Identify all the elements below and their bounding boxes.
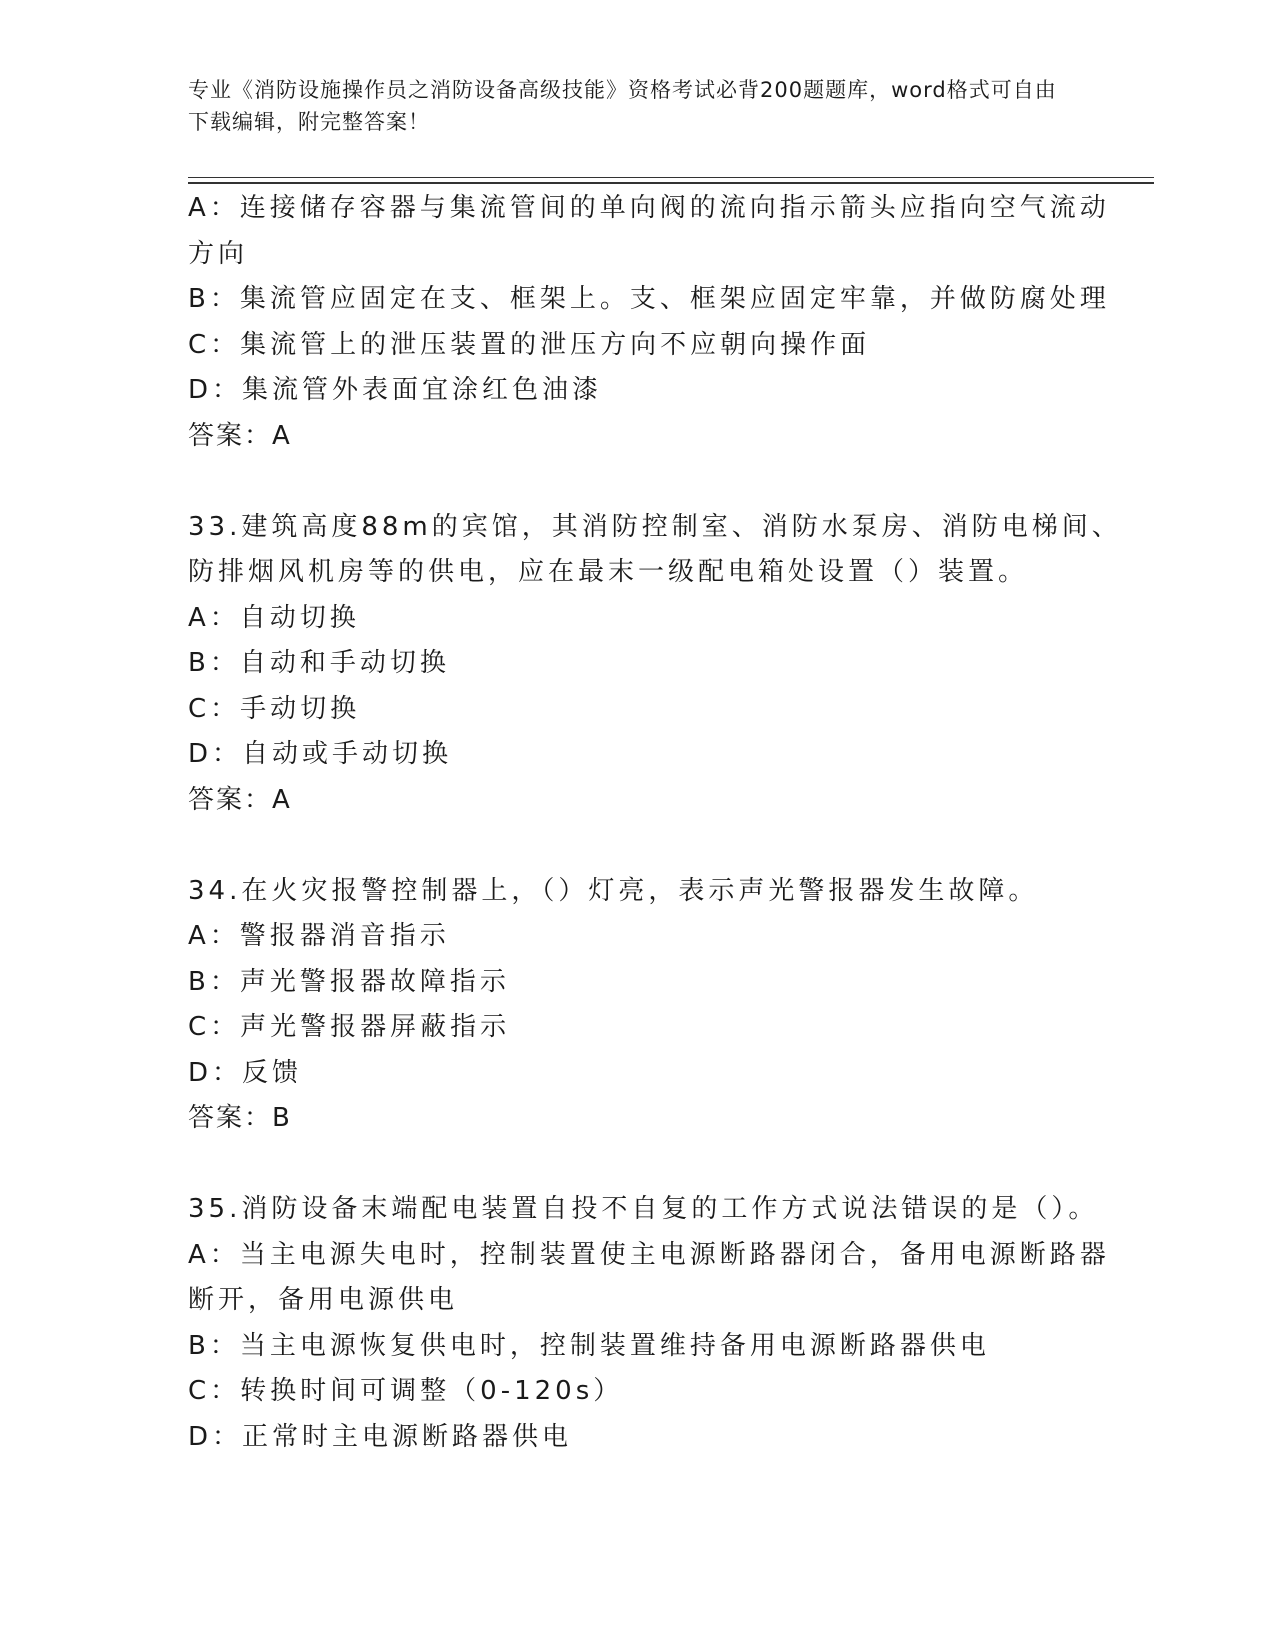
answer: 答案：A: [188, 420, 292, 451]
option-a: A：自动切换: [188, 602, 360, 633]
question-stem-line-2: 防排烟风机房等的供电，应在最末一级配电箱处设置（）装置。: [188, 557, 1029, 587]
question-35: [188, 1187, 1110, 1460]
spacer: [188, 823, 1088, 869]
option-b: B：自动和手动切换: [188, 648, 450, 678]
header-divider-thick: [188, 182, 1154, 184]
option-c: C：手动切换: [188, 693, 361, 724]
option-a-line-1: A：当主电源失电时，控制装置使主电源断路器闭合，备用电源断路器: [188, 1239, 1110, 1270]
option-a-line-2: 断开，备用电源供电: [188, 1285, 459, 1315]
question-stem-line-1: 33.建筑高度88m的宾馆，其消防控制室、消防水泵房、消防电梯间、: [188, 511, 1122, 542]
option-a-line-2: 方向: [188, 238, 249, 269]
option-c: C：集流管上的泄压装置的泄压方向不应朝向操作面: [188, 329, 871, 360]
spacer: [188, 1142, 1088, 1188]
option-d: D：正常时主电源断路器供电: [188, 1421, 573, 1452]
question-stem: 34.在火灾报警控制器上，（）灯亮，表示声光警报器发生故障。: [188, 875, 1039, 906]
answer: 答案：A: [188, 784, 292, 815]
option-c: C：转换时间可调整（0-120s）: [188, 1376, 624, 1406]
option-b: B：当主电源恢复供电时，控制装置维持备用电源断路器供电: [188, 1330, 990, 1361]
question-33: [188, 505, 1122, 824]
question-34: [188, 869, 1088, 1142]
option-a-line-1: A：连接储存容器与集流管间的单向阀的流向指示箭头应指向空气流动: [188, 193, 1110, 223]
option-d: D：集流管外表面宜涂红色油漆: [188, 375, 603, 405]
spacer: [188, 459, 1088, 505]
option-d: D：自动或手动切换: [188, 739, 453, 769]
question-stem: 35.消防设备末端配电装置自投不自复的工作方式说法错误的是（）。: [188, 1194, 1099, 1224]
answer: 答案：B: [188, 1103, 292, 1133]
option-c: C：声光警报器屏蔽指示: [188, 1012, 511, 1042]
option-d: D：反馈: [188, 1057, 303, 1088]
option-b: B：声光警报器故障指示: [188, 966, 510, 997]
document-header: 专业《消防设施操作员之消防设备高级技能》资格考试必背200题题库，word格式可自由下载编辑，附完整答案！: [188, 78, 1057, 134]
option-a: A：警报器消音指示: [188, 921, 450, 951]
question-list: [188, 186, 1122, 1460]
header-divider-thin: [188, 177, 1154, 178]
option-b: B：集流管应固定在支、框架上。支、框架应固定牢靠，并做防腐处理: [188, 284, 1110, 314]
question-fragment: [188, 186, 1110, 459]
